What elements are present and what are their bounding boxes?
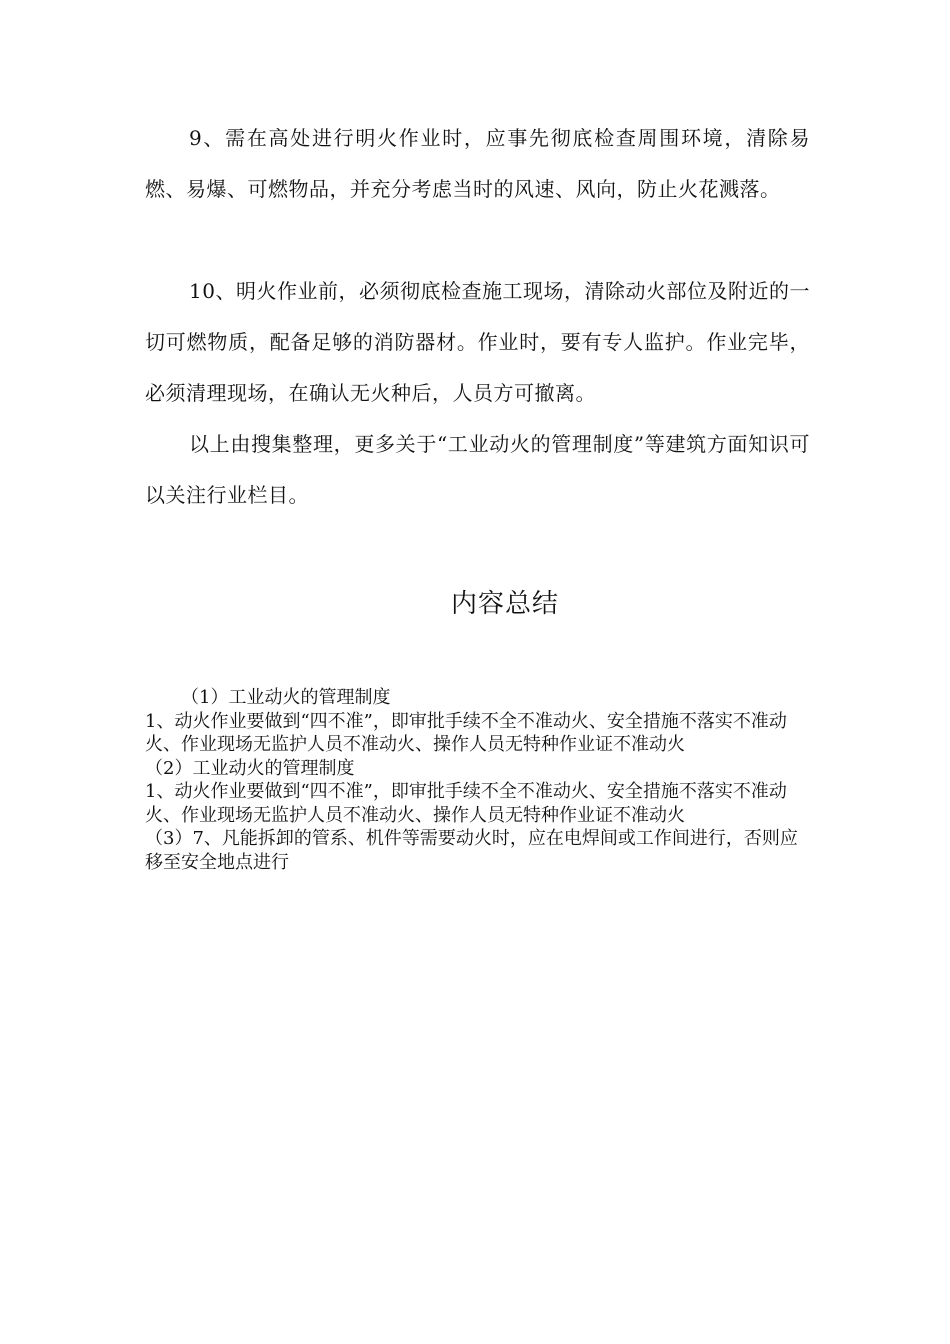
summary-section: [145, 686, 805, 874]
paragraph-block-10: [145, 266, 810, 419]
summary-item-1-body: 1、动火作业要做到“四不准”，即审批手续不全不准动火、安全措施不落实不准动火、作业现场无监护人员不准动火、操作人员无特种作业证不准动火: [145, 710, 787, 755]
summary-title: 内容总结: [450, 589, 559, 619]
paragraph-item-10: 10、明火作业前，必须彻底检查施工现场，清除动火部位及附近的一切可燃物质，配备足够的消防器材。作业时，要有专人监护。作业完毕，必须清理现场，在确认无火种后，人员方可撤离。: [145, 279, 810, 405]
summary-item-3: （3）7、凡能拆卸的管系、机件等需要动火时，应在电焊间或工作间进行，否则应移至安全地点进行: [145, 828, 798, 873]
summary-item-2-body: 1、动火作业要做到“四不准”，即审批手续不全不准动火、安全措施不落实不准动火、作业现场无监护人员不准动火、操作人员无特种作业证不准动火: [145, 781, 787, 826]
summary-item-2-heading: （2）工业动火的管理制度: [145, 757, 355, 779]
paragraph-block-9: [145, 113, 810, 215]
paragraph-item-9: 9、需在高处进行明火作业时，应事先彻底检查周围环境，清除易燃、易爆、可燃物品，并充分考虑当时的风速、风向，防止火花溅落。: [145, 126, 810, 201]
paragraph-block-closing: [145, 419, 810, 521]
summary-item-1-heading: （1）工业动火的管理制度: [181, 687, 391, 708]
closing-paragraph: 以上由搜集整理，更多关于“工业动火的管理制度”等建筑方面知识可以关注行业栏目。: [145, 432, 810, 507]
